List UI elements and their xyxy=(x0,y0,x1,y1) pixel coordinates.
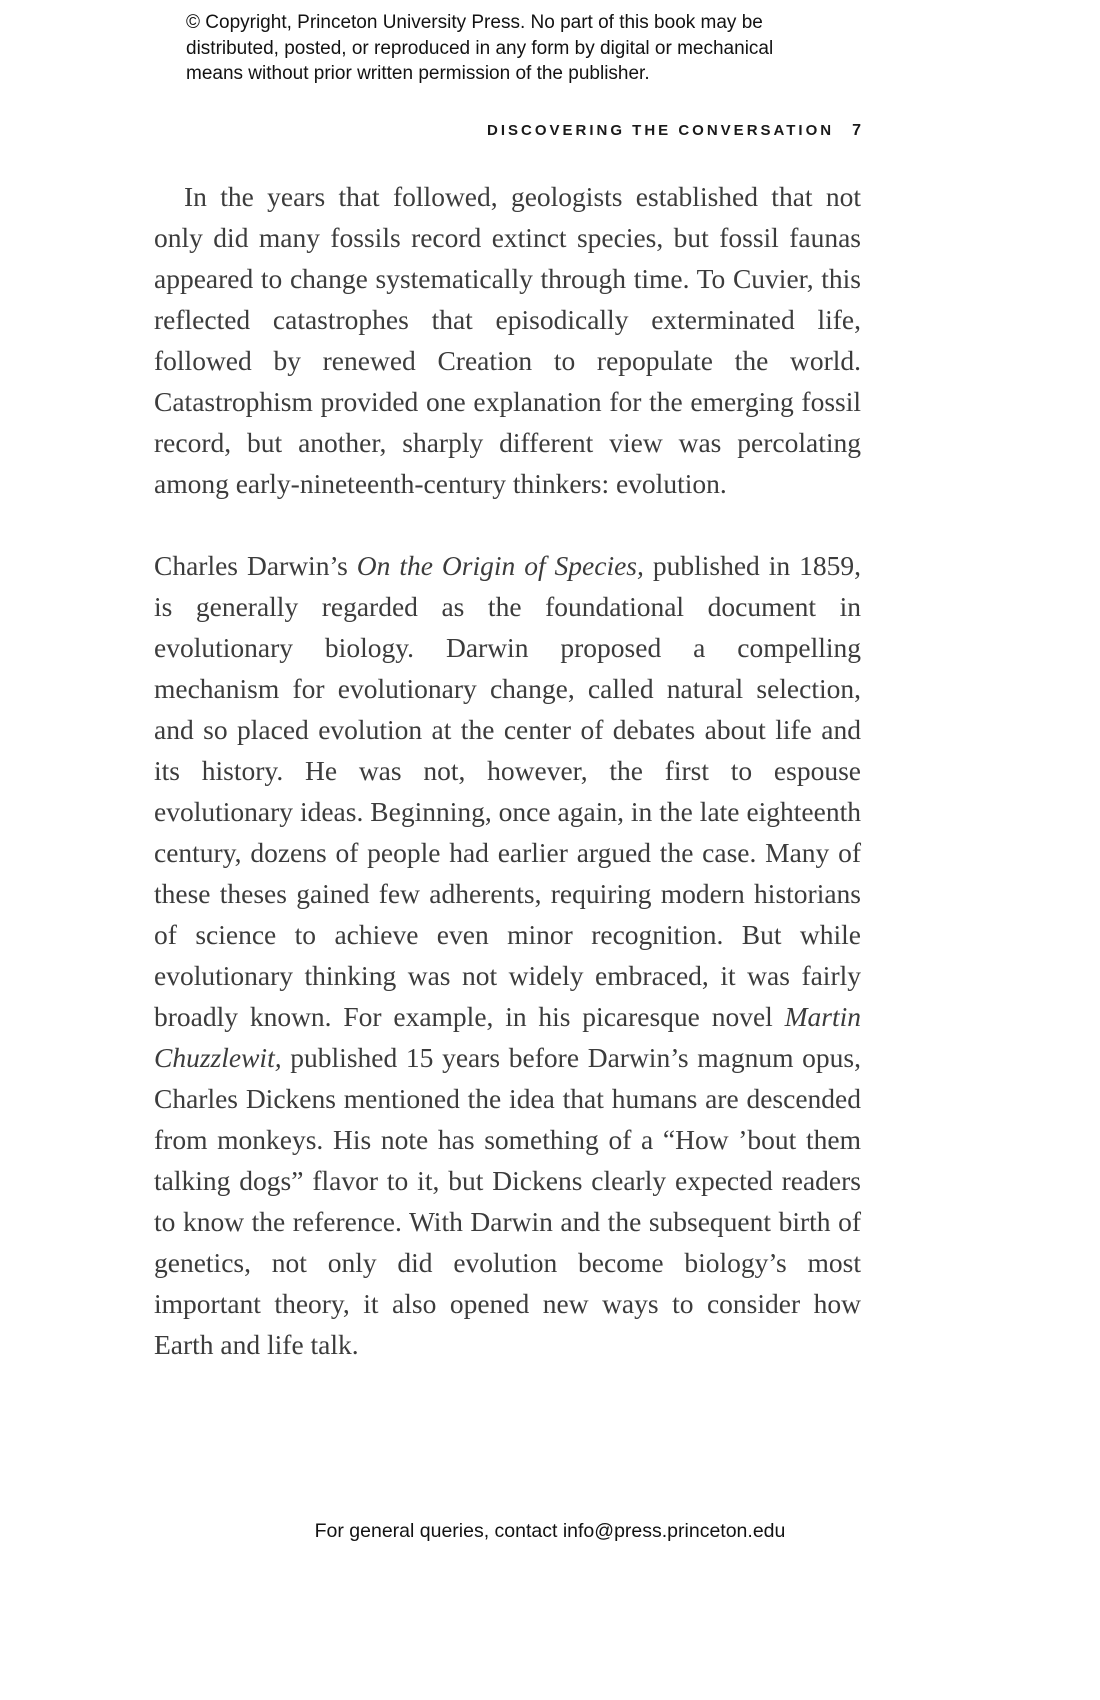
paragraph-text-segment: Charles Darwin’s xyxy=(154,550,357,581)
book-title-italic: Martin Chuzzlewit, xyxy=(154,1001,861,1073)
paragraph-2 xyxy=(154,545,861,1365)
copyright-line: distributed, posted, or reproduced in any form by digital or mechanical xyxy=(186,37,774,59)
footer-contact: For general queries, contact info@press.princeton.edu xyxy=(314,1520,786,1542)
running-header xyxy=(154,122,861,140)
paragraph-1: In the years that followed, geologists established that not only did many fossils record extinct species, but fossil faunas appeared to change systematically through time. To Cuvier, this reflected catastrophes that episodically exterminated life, followed by renewed Creation to repopulate the world. Catastrophism provided one explanation for the emerging fossil record, but another, sharply different view was percolating among early-nineteenth-century thinkers: evolution. xyxy=(154,181,861,499)
paragraph-text-segment: published 15 years before Darwin’s magnum opus, Charles Dickens mentioned the idea that humans are descended from monkeys. His note has something of a “How ’bout them talking dogs” flavor to it, but Dickens clearly expected readers to know the reference. With Darwin and the subsequent birth of genetics, not only did evolution become biology’s most important theory, it also opened new ways to consider how Earth and life talk. xyxy=(154,1042,861,1360)
chapter-title: DISCOVERING THE CONVERSATION xyxy=(487,122,835,139)
paragraph-text-segment: published in 1859, is generally regarded as the foundational document in evolutionary biology. Darwin proposed a compelling mechanism for evolutionary change, called natural selection, and so placed evolution at the center of debates about life and its history. He was not, however, the first to espouse evolutionary ideas. Beginning, once again, in the late eighteenth century, dozens of people had earlier argued the case. Many of these theses gained few adherents, requiring modern historians of science to achieve even minor recognition. But while evolutionary thinking was not widely embraced, it was fairly broadly known. For example, in his picaresque novel xyxy=(154,550,861,1032)
copyright-notice xyxy=(186,10,773,87)
copyright-line: © Copyright, Princeton University Press. No part of this book may be xyxy=(186,12,763,33)
page-number: 7 xyxy=(852,122,861,139)
copyright-line: means without prior written permission of the publisher. xyxy=(186,63,650,84)
body-text xyxy=(154,176,861,1365)
book-title-italic: On the Origin of Species, xyxy=(356,550,644,581)
